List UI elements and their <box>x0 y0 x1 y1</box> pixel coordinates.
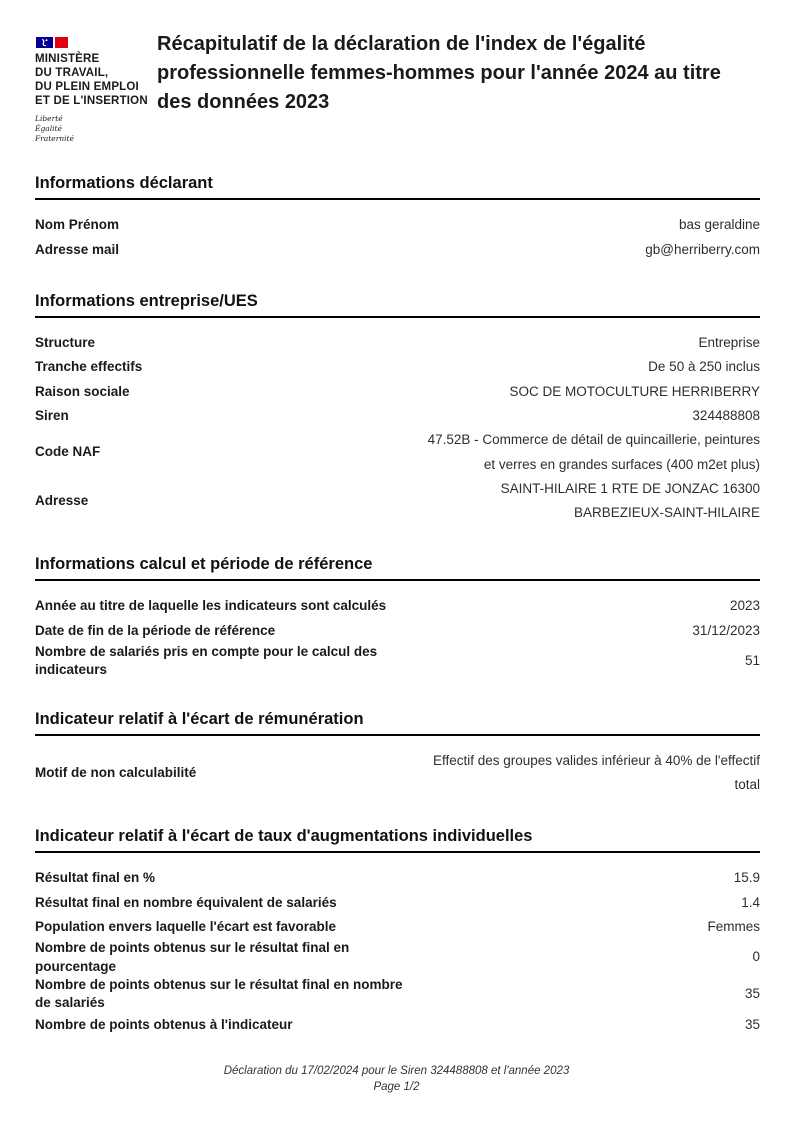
republic-motto <box>35 114 157 144</box>
ministry-name <box>35 52 157 108</box>
field-value: 35 <box>744 986 760 1002</box>
field-label: Code NAF <box>35 444 101 460</box>
section-heading: Informations déclarant <box>35 174 760 200</box>
motto-line: Liberté <box>35 114 63 124</box>
field-label: Nombre de salariés pris en compte pour le calcul des indicateurs <box>35 644 378 678</box>
field-value: SOC DE MOTOCULTURE HERRIBERRY <box>509 383 760 399</box>
motto-line: Égalité <box>35 124 62 134</box>
section-indicateur-augmentations <box>35 827 760 1037</box>
field-label: Année au titre de laquelle les indicateurs sont calculés <box>35 598 387 614</box>
field-label: Nombre de points obtenus à l'indicateur <box>35 1016 293 1032</box>
french-flag-icon <box>36 37 157 48</box>
field-label: Nombre de points obtenus sur le résultat final en nombre de salariés <box>35 976 403 1011</box>
field-row <box>35 477 760 526</box>
field-row <box>35 866 760 890</box>
flag-red-block <box>55 37 68 48</box>
field-value: bas geraldine <box>678 217 760 233</box>
field-row <box>35 619 760 643</box>
field-label: Motif de non calculabilité <box>35 764 197 780</box>
document-header <box>35 30 760 144</box>
field-label: Population envers laquelle l'écart est favorable <box>35 918 337 934</box>
field-label: Raison sociale <box>35 383 130 399</box>
section-heading: Informations calcul et période de référence <box>35 555 760 581</box>
field-label: Adresse <box>35 492 89 508</box>
field-label: Résultat final en nombre équivalent de salariés <box>35 894 337 910</box>
field-row <box>35 976 760 1013</box>
field-label: Résultat final en % <box>35 870 156 886</box>
field-row <box>35 915 760 939</box>
field-label: Tranche effectifs <box>35 359 143 375</box>
section-indicateur-remuneration <box>35 710 760 798</box>
field-value: Effectif des groupes valides inférieur à 40% de l'effectif total <box>432 752 760 793</box>
field-label: Nom Prénom <box>35 217 120 233</box>
field-row <box>35 643 760 680</box>
field-value: 324488808 <box>692 407 760 423</box>
field-value: Entreprise <box>698 335 760 351</box>
field-label: Adresse mail <box>35 241 120 257</box>
field-row <box>35 749 760 798</box>
ministry-logo <box>35 37 157 144</box>
field-label: Nombre de points obtenus sur le résultat final en pourcentage <box>35 940 350 974</box>
field-row <box>35 1013 760 1037</box>
field-row <box>35 428 760 477</box>
section-calcul-periode-reference <box>35 555 760 679</box>
section-heading: Indicateur relatif à l'écart de rémunération <box>35 710 760 736</box>
ministry-line: ET DE L'INSERTION <box>35 95 148 108</box>
page-footer <box>0 1063 793 1096</box>
field-value: SAINT-HILAIRE 1 RTE DE JONZAC 16300 BARBEZIEUX-SAINT-HILAIRE <box>500 480 760 521</box>
section-informations-declarant <box>35 174 760 262</box>
ministry-line: MINISTÈRE <box>35 53 100 65</box>
field-row <box>35 213 760 237</box>
field-row <box>35 939 760 976</box>
ministry-line: DU TRAVAIL, <box>35 67 109 80</box>
page-title: Récapitulatif de la déclaration de l'index de l'égalité professionnelle femmes-hommes pour l'année 2024 au titre des données 2023 <box>157 33 721 113</box>
field-value: 51 <box>744 653 760 669</box>
field-row <box>35 355 760 379</box>
field-row <box>35 891 760 915</box>
field-label: Date de fin de la période de référence <box>35 622 276 638</box>
field-value: 31/12/2023 <box>692 622 760 638</box>
ministry-line: DU PLEIN EMPLOI <box>35 81 139 94</box>
field-value: De 50 à 250 inclus <box>648 359 760 375</box>
field-row <box>35 380 760 404</box>
field-label: Siren <box>35 407 69 423</box>
field-row <box>35 238 760 262</box>
field-row <box>35 404 760 428</box>
section-heading: Informations entreprise/UES <box>35 292 760 318</box>
motto-line: Fraternité <box>35 134 74 144</box>
field-value: gb@herriberry.com <box>645 241 760 257</box>
field-value: 0 <box>752 949 760 965</box>
footer-declaration-line: Déclaration du 17/02/2024 pour le Siren 324488808 et l'année 2023 <box>223 1064 570 1077</box>
section-informations-entreprise <box>35 292 760 525</box>
field-value: Femmes <box>707 918 760 934</box>
field-row <box>35 594 760 618</box>
field-value: 2023 <box>729 598 760 614</box>
footer-page-number: Page 1/2 <box>373 1081 420 1094</box>
section-heading: Indicateur relatif à l'écart de taux d'augmentations individuelles <box>35 827 760 853</box>
field-value: 47.52B - Commerce de détail de quincaillerie, peintures et verres en grandes surfaces (400 m2et plus) <box>427 432 760 472</box>
field-value: 1.4 <box>741 894 760 910</box>
field-value: 15.9 <box>733 870 760 886</box>
field-row <box>35 331 760 355</box>
flag-blue-block <box>36 37 53 48</box>
field-value: 35 <box>744 1016 760 1032</box>
field-label: Structure <box>35 335 96 350</box>
